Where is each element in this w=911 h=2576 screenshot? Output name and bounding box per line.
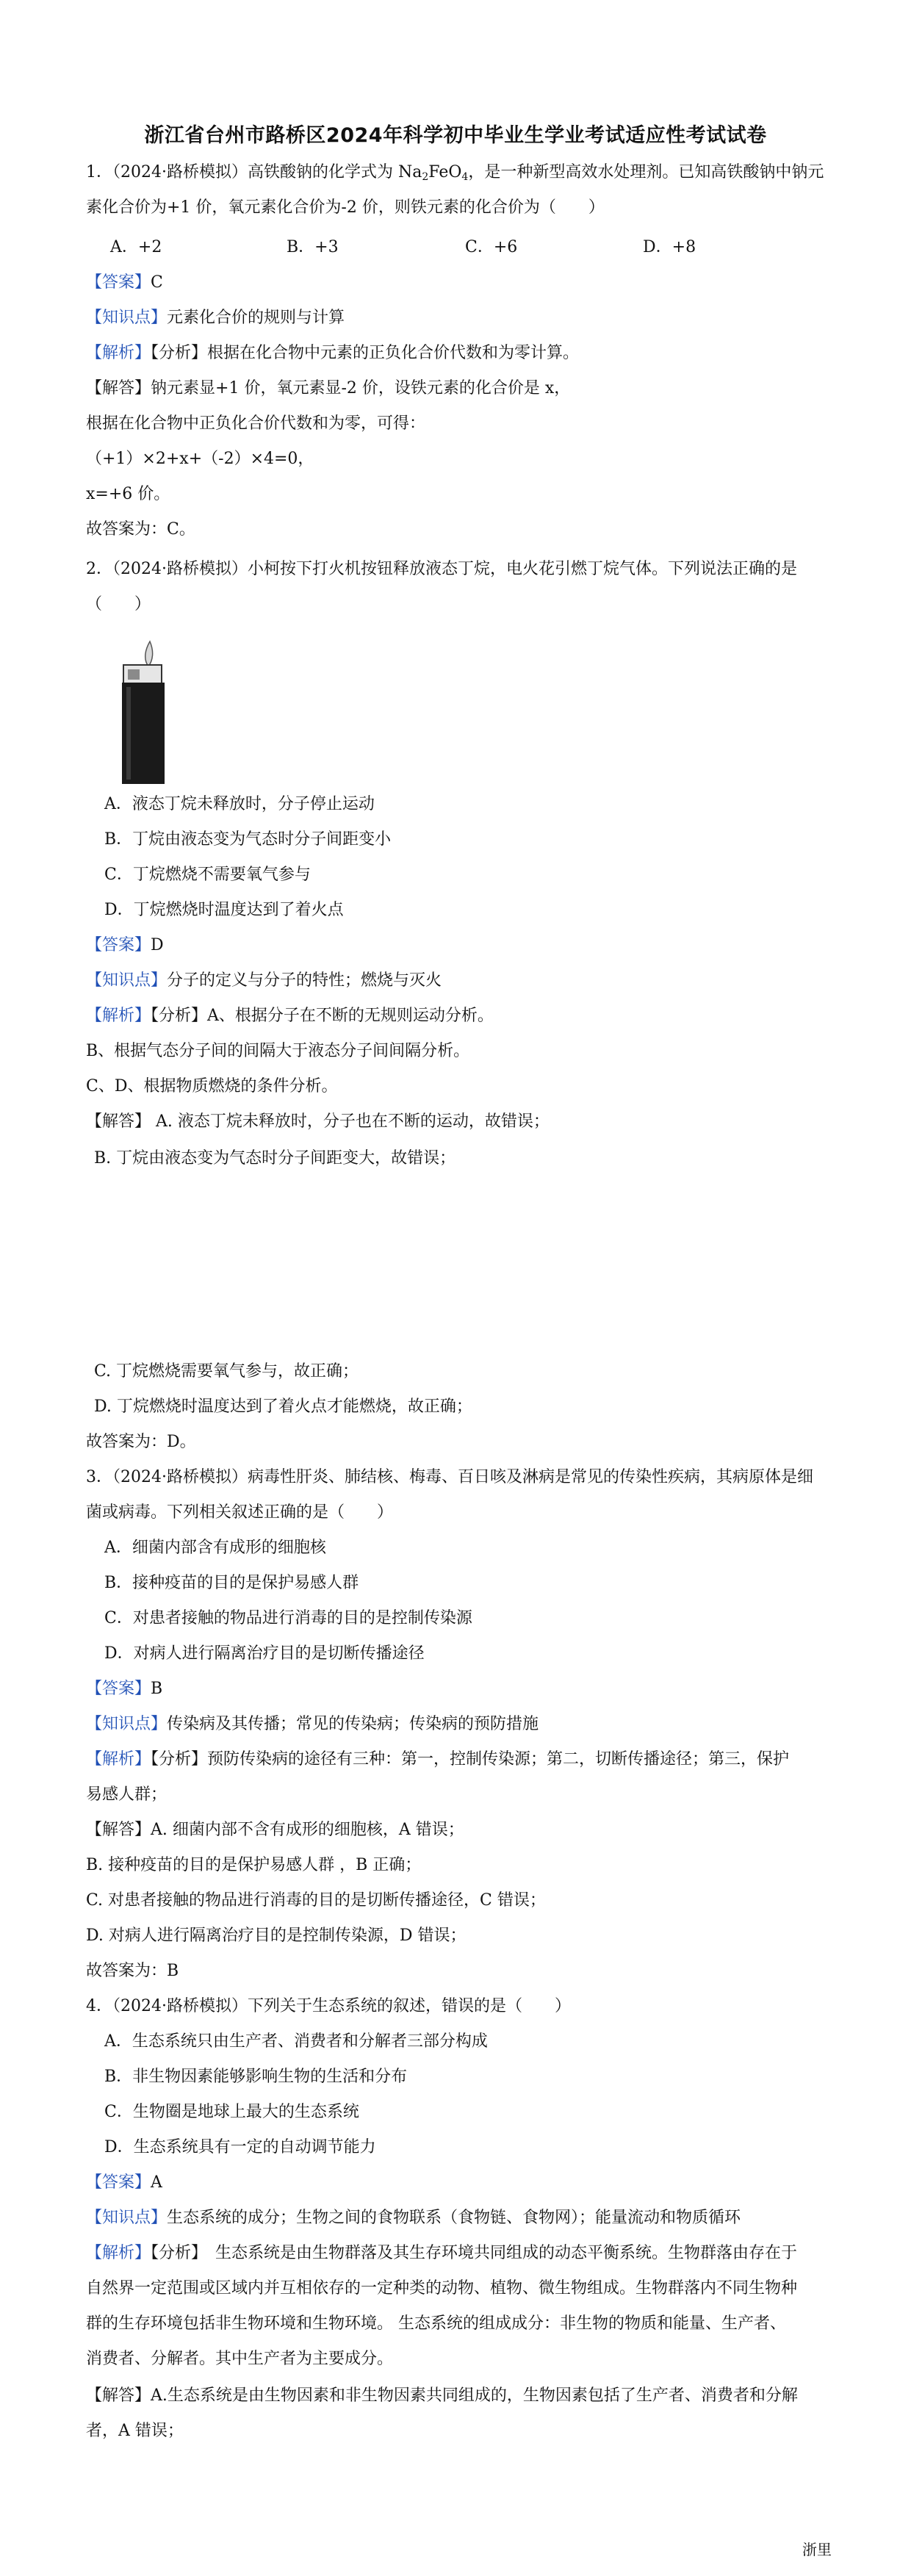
q4-option-c[interactable]: C．生物圈是地球上最大的生态系统 <box>104 2103 359 2121</box>
q4-answer: 【答案】A <box>86 2173 162 2192</box>
q3-stem-line-1: 3．（2024·路桥模拟）病毒性肝炎、肺结核、梅毒、百日咳及淋病是常见的传染性疾病，其病原体是细 <box>86 1468 813 1486</box>
q3-solve-line-1: 【解答】A. 细菌内部不含有成形的细胞核，A 错误； <box>86 1821 464 1839</box>
q2-option-d[interactable]: D．丁烷燃烧时温度达到了着火点 <box>104 901 344 919</box>
q4-analysis-line-4: 消费者、分解者。其中生产者为主要成分。 <box>86 2350 394 2368</box>
q3-solve-line-2: B. 接种疫苗的目的是保护易感人群 ，B 正确； <box>86 1856 422 1874</box>
q1-stem-line-1: 1．（2024·路桥模拟）高铁酸钠的化学式为 $Na_2FeO_4$，是一种新型高效水处理剂。已知高铁酸钠中钠元 <box>86 163 824 183</box>
q3-conclusion: 故答案为：B <box>86 1962 179 1980</box>
q4-analysis-line-3: 群的生存环境包括非生物环境和生物环境。 生态系统的组成成分：非生物的物质和能量、生产者、 <box>86 2314 786 2333</box>
q3-option-d[interactable]: D．对病人进行隔离治疗目的是切断传播途径 <box>104 1644 425 1663</box>
q3-option-b[interactable]: B．接种疫苗的目的是保护易感人群 <box>104 1574 359 1592</box>
q3-knowledge: 【知识点】传染病及其传播；常见的传染病；传染病的预防措施 <box>86 1715 539 1733</box>
q2-answer: 【答案】D <box>86 936 164 954</box>
q2-solve-line-1: 【解答】 A. 液态丁烷未释放时，分子也在不断的运动，故错误； <box>86 1112 550 1131</box>
q2-solve-line-2: B. 丁烷由液态变为气态时分子间距变大，故错误； <box>94 1149 456 1168</box>
q1-solve-line-2: 根据在化合物中正负化合价代数和为零，可得： <box>86 414 426 433</box>
q2-solve-line-4: D. 丁烷燃烧时温度达到了着火点才能燃烧，故正确； <box>94 1397 472 1416</box>
q1-solve-line-3: （+1）×2+x+（-2）×4=0， <box>86 450 314 468</box>
q4-solve-line-1: 【解答】A.生态系统是由生物因素和非生物因素共同组成的，生物因素包括了生产者、消费者和分解 <box>86 2386 798 2405</box>
q1-option-c[interactable]: C．+6 <box>465 238 518 256</box>
q2-analysis-line-3: C、D、根据物质燃烧的条件分析。 <box>86 1077 338 1095</box>
page-title: 浙江省台州市路桥区2024年科学初中毕业生学业考试适应性考试试卷 <box>144 124 767 147</box>
q2-conclusion: 故答案为：D。 <box>86 1433 196 1451</box>
q4-stem-line-1: 4．（2024·路桥模拟）下列关于生态系统的叙述，错误的是（ ） <box>86 1997 571 2015</box>
q3-solve-line-4: D. 对病人进行隔离治疗目的是控制传染源，D 错误； <box>86 1926 467 1945</box>
flame-icon <box>145 641 153 666</box>
q2-option-a[interactable]: A．液态丁烷未释放时，分子停止运动 <box>104 795 375 813</box>
q2-solve-line-3: C. 丁烷燃烧需要氧气参与，故正确； <box>94 1362 359 1381</box>
q1-stem-line-2: 素化合价为+1 价，氧元素化合价为-2 价，则铁元素的化合价为（ ） <box>86 198 605 217</box>
q4-option-d[interactable]: D．生态系统具有一定的自动调节能力 <box>104 2138 376 2156</box>
q2-knowledge: 【知识点】分子的定义与分子的特性；燃烧与灭火 <box>86 971 442 990</box>
q4-analysis-line-1: 【解析】【分析】 生态系统是由生物群落及其生存环境共同组成的动态平衡系统。生物群落由存在于 <box>86 2244 798 2262</box>
q4-solve-line-2: 者，A 错误； <box>86 2422 184 2440</box>
q3-analysis-line-1: 【解析】【分析】预防传染病的途径有三种：第一，控制传染源；第二，切断传播途径；第三，保护 <box>86 1750 790 1769</box>
q4-analysis-line-2: 自然界一定范围或区域内并互相依存的一定种类的动物、植物、微生物组成。生物群落内不同生物种 <box>86 2279 798 2298</box>
q2-analysis-line-1: 【解析】【分析】A、根据分子在不断的无规则运动分析。 <box>86 1007 494 1025</box>
q1-knowledge: 【知识点】元素化合价的规则与计算 <box>86 309 345 327</box>
q1-solve-line-1: 【解答】钠元素显+1 价，氧元素显-2 价，设铁元素的化合价是 x， <box>86 379 571 397</box>
q1-analysis: 【解析】【分析】根据在化合物中元素的正负化合价代数和为零计算。 <box>86 344 580 362</box>
q2-analysis-line-2: B、根据气态分子间的间隔大于液态分子间间隔分析。 <box>86 1042 470 1060</box>
q3-solve-line-3: C. 对患者接触的物品进行消毒的目的是切断传播途径，C 错误； <box>86 1891 546 1910</box>
q1-options <box>110 235 815 260</box>
q2-option-b[interactable]: B．丁烷由液态变为气态时分子间距变小 <box>104 830 392 849</box>
q2-stem-line-1: 2．（2024·路桥模拟）小柯按下打火机按钮释放液态丁烷，电火花引燃丁烷气体。下列说法正确的是 <box>86 560 797 578</box>
q3-option-a[interactable]: A．细菌内部含有成形的细胞核 <box>104 1539 326 1557</box>
lighter-image <box>112 636 172 786</box>
q1-conclusion: 故答案为：C。 <box>86 520 195 539</box>
q2-option-c[interactable]: C．丁烷燃烧不需要氧气参与 <box>104 866 311 884</box>
q4-knowledge: 【知识点】生态系统的成分；生物之间的食物联系（食物链、食物网）；能量流动和物质循环 <box>86 2209 741 2227</box>
q1-solve-line-4: x=+6 价。 <box>86 485 170 503</box>
q3-option-c[interactable]: C．对患者接触的物品进行消毒的目的是控制传染源 <box>104 1609 472 1627</box>
q4-option-a[interactable]: A．生态系统只由生产者、消费者和分解者三部分构成 <box>104 2032 488 2051</box>
q3-answer: 【答案】B <box>86 1680 163 1698</box>
q1-answer: 【答案】C <box>86 273 163 292</box>
page-footer: 浙里 <box>802 2541 832 2558</box>
q2-stem-line-2: （ ） <box>86 595 151 614</box>
q3-analysis-line-2: 易感人群； <box>86 1785 168 1804</box>
q4-option-b[interactable]: B．非生物因素能够影响生物的生活和分布 <box>104 2068 408 2086</box>
q3-stem-line-2: 菌或病毒。下列相关叙述正确的是（ ） <box>86 1503 394 1522</box>
q1-option-b[interactable]: B．+3 <box>287 238 339 256</box>
q1-option-a[interactable]: A．+2 <box>110 238 162 256</box>
q1-option-d[interactable]: D．+8 <box>643 238 696 256</box>
